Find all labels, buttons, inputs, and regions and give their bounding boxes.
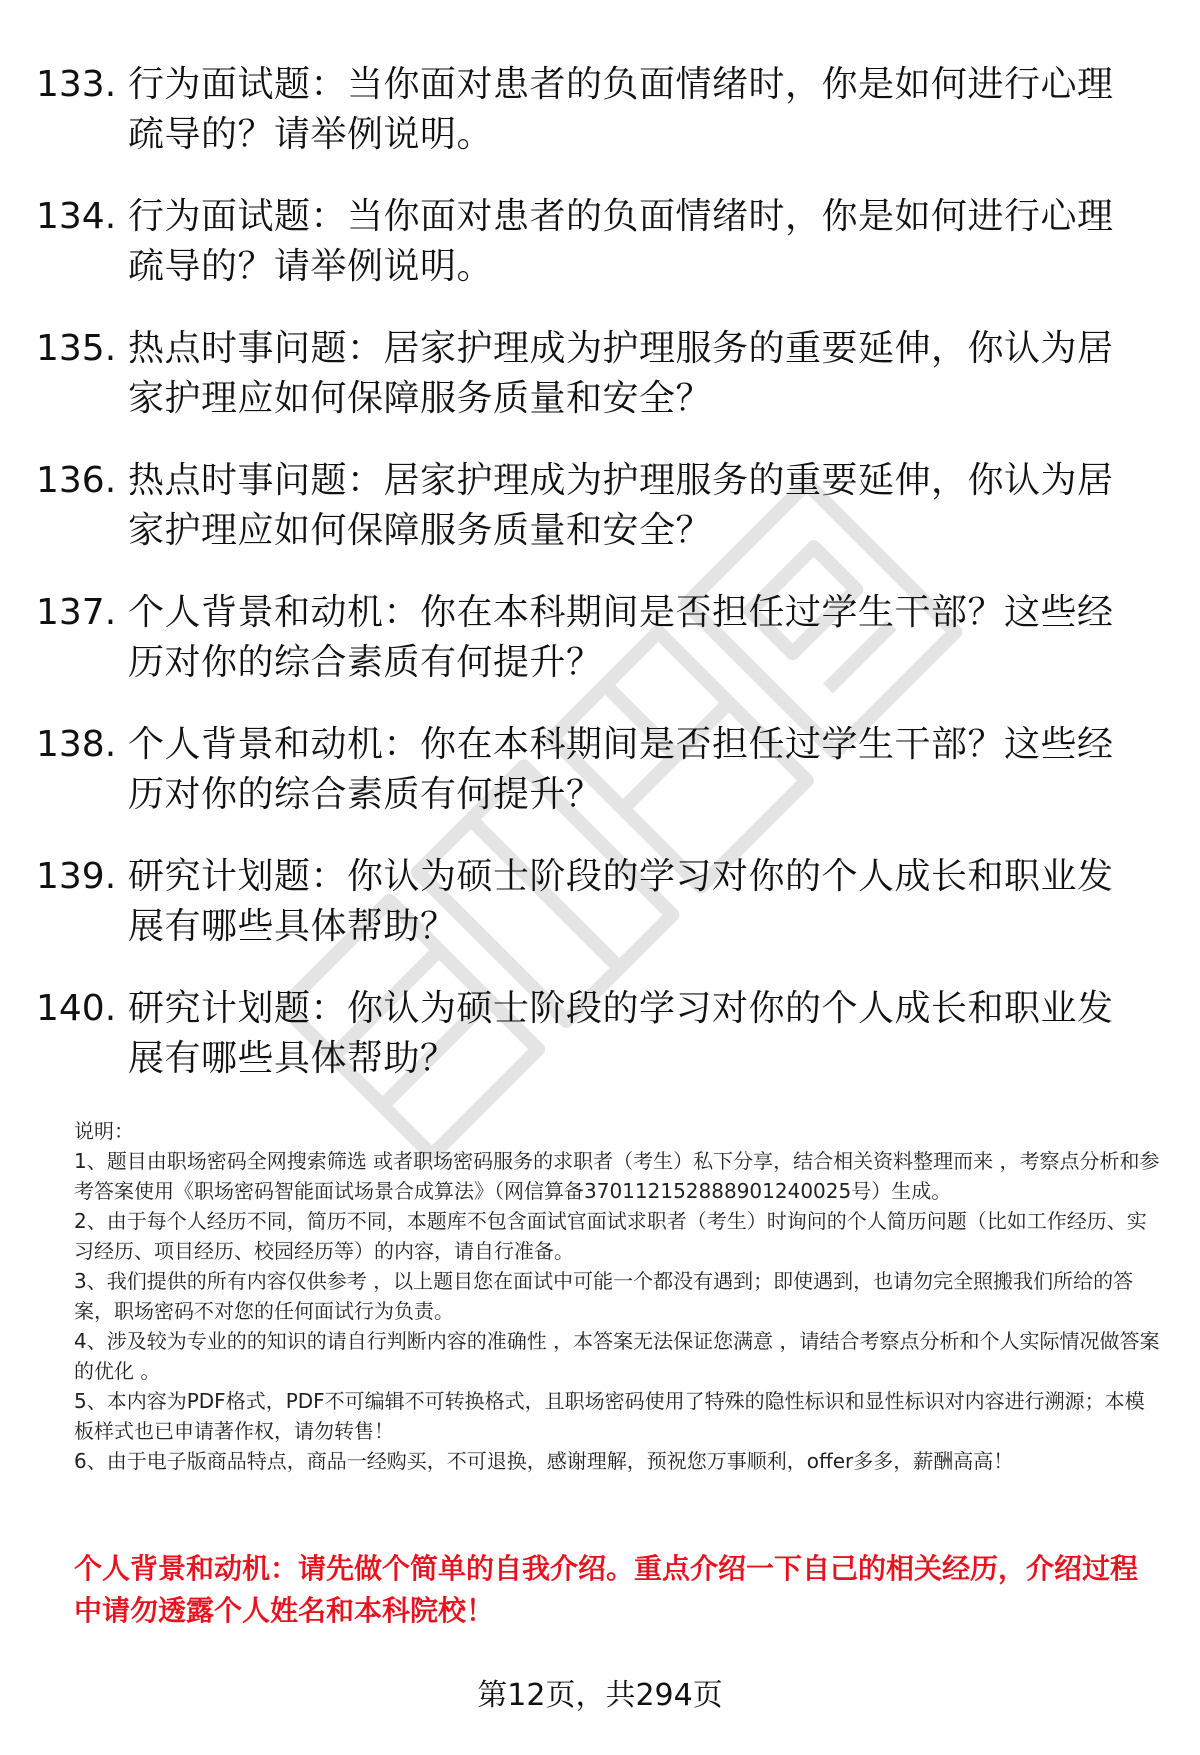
question-number: 135. xyxy=(36,328,117,369)
note-item: 4、涉及较为专业的的知识的请自行判断内容的准确性 ，本答案无法保证您满意 ，请结合考察点分析和个人实际情况做答案的优化 。 xyxy=(74,1329,1160,1383)
page-number: 第12页，共294页 xyxy=(477,1678,723,1713)
question-item xyxy=(0,48,1200,180)
question-item xyxy=(0,840,1200,972)
note-item: 6、由于电子版商品特点，商品一经购买，不可退换，感谢理解，预祝您万事顺利，offer多多，薪酬高高！ xyxy=(74,1449,1014,1473)
highlight-question: 个人背景和动机：请先做个简单的自我介绍。重点介绍一下自己的相关经历，介绍过程中请勿透露个人姓名和本科院校！ xyxy=(74,1552,1139,1627)
notes-section xyxy=(74,1116,1164,1476)
question-item xyxy=(0,312,1200,444)
note-item: 5、本内容为PDF格式，PDF不可编辑不可转换格式，且职场密码使用了特殊的隐性标识和显性标识对内容进行溯源；本模板样式也已申请著作权，请勿转售！ xyxy=(74,1389,1145,1443)
question-text: 行为面试题：当你面对患者的负面情绪时，你是如何进行心理疏导的？请举例说明。 xyxy=(128,64,1114,155)
question-number: 133. xyxy=(36,64,117,105)
question-number: 139. xyxy=(36,856,117,897)
question-item xyxy=(0,180,1200,312)
question-number: 137. xyxy=(36,592,117,633)
note-item: 3、我们提供的所有内容仅供参考 ，以上题目您在面试中可能一个都没有遇到；即使遇到，也请勿完全照搬我们所给的答案，职场密码不对您的任何面试行为负责。 xyxy=(74,1269,1134,1323)
question-text: 研究计划题：你认为硕士阶段的学习对你的个人成长和职业发展有哪些具体帮助？ xyxy=(128,988,1114,1079)
question-item xyxy=(0,972,1200,1104)
question-text: 研究计划题：你认为硕士阶段的学习对你的个人成长和职业发展有哪些具体帮助？ xyxy=(128,856,1114,947)
question-number: 136. xyxy=(36,460,117,501)
question-text: 热点时事问题：居家护理成为护理服务的重要延伸，你认为居家护理应如何保障服务质量和安全？ xyxy=(128,460,1114,551)
notes-heading: 说明： xyxy=(74,1119,134,1143)
question-text: 行为面试题：当你面对患者的负面情绪时，你是如何进行心理疏导的？请举例说明。 xyxy=(128,196,1114,287)
question-number: 138. xyxy=(36,724,117,765)
question-number: 140. xyxy=(36,988,117,1029)
question-text: 个人背景和动机：你在本科期间是否担任过学生干部？这些经历对你的综合素质有何提升？ xyxy=(128,592,1114,683)
question-item xyxy=(0,708,1200,840)
question-item xyxy=(0,444,1200,576)
question-list xyxy=(0,48,1200,1104)
question-text: 热点时事问题：居家护理成为护理服务的重要延伸，你认为居家护理应如何保障服务质量和安全？ xyxy=(128,328,1114,419)
note-item: 2、由于每个人经历不同，简历不同，本题库不包含面试官面试求职者（考生）时询问的个人简历问题（比如工作经历、实习经历、项目经历、校园经历等）的内容，请自行准备。 xyxy=(74,1209,1147,1263)
question-number: 134. xyxy=(36,196,117,237)
question-item xyxy=(0,576,1200,708)
question-text: 个人背景和动机：你在本科期间是否担任过学生干部？这些经历对你的综合素质有何提升？ xyxy=(128,724,1114,815)
note-item: 1、题目由职场密码全网搜索筛选 或者职场密码服务的求职者（考生）私下分享，结合相关资料整理而来 ，考察点分析和参考答案使用《职场密码智能面试场景合成算法》（网信算备370112152888901240025号）生成。 xyxy=(74,1149,1160,1203)
